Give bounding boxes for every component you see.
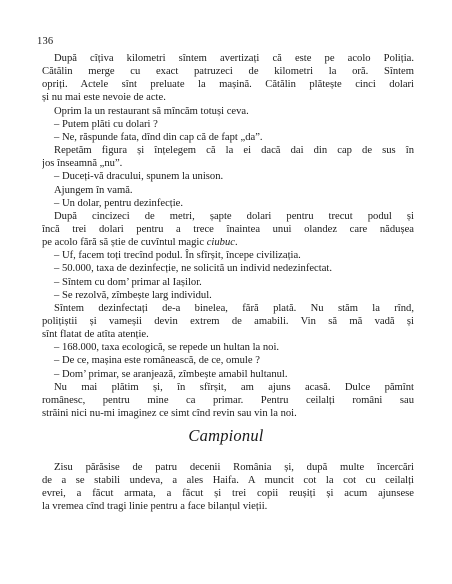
page-number: 136 (37, 36, 54, 47)
italic-word: ciubuc (206, 237, 235, 249)
dialogue-line: – Ne, răspunde fata, dînd din cap că de fapt „da”. (54, 131, 263, 143)
dialogue-line: – Duceți-vă dracului, spunem la unison. (54, 171, 224, 183)
dialogue-line: – 50.000, taxa de dezinfecție, ne solicită un individ nedezinfectat. (54, 263, 332, 275)
paragraph-line: la vremea cînd tragi linie pentru a face bilanțul vieții. (42, 501, 268, 513)
dialogue-line: – Putem plăti cu dolari ? (54, 118, 158, 130)
paragraph-line: După cincizeci de metri, șapte dolari pentru trecut podul și (54, 210, 414, 222)
paragraph-line: După cîțiva kilometri sîntem avertizați că este pe acolo Poliția. (54, 53, 414, 64)
dialogue-line: – De ce, mașina este românească, de ce, omule ? (54, 355, 260, 367)
punctuation: . (234, 237, 238, 249)
chapter-text-block (42, 461, 414, 514)
paragraph-line: sînt flatat de atîta atenție. (42, 329, 149, 341)
paragraph-text: pe acolo fără să știe de cuvîntul magic (42, 237, 205, 249)
paragraph-line: opriți. Actele sînt preluate la mașină. Cătălin plătește cinci dolari (42, 79, 414, 91)
paragraph-line-with-italic (42, 236, 414, 249)
paragraph-line: Ajungem în vamă. (54, 184, 133, 196)
dialogue-line: – Se rezolvă, zîmbește larg individul. (54, 289, 212, 301)
dialogue-line: – Dom’ primar, se aranjează, zîmbește amabil hultanul. (54, 368, 288, 380)
paragraph-line: și nu mai este nevoie de acte. (42, 92, 166, 104)
dialogue-line: – Uf, facem toți trecînd podul. În sfîrșit, începe civilizația. (54, 250, 301, 262)
paragraph-line: Cătălin merge cu exact patruzeci de kilometri la oră. Sîntem (42, 66, 414, 78)
paragraph-line: străini nici nu-mi imaginez ce simt cînd revin sau vin la noi. (42, 408, 297, 420)
dialogue-line: – Sîntem cu dom’ primar al Iașilor. (54, 276, 202, 288)
dialogue-line: – Un dolar, pentru dezinfecție. (54, 197, 184, 209)
paragraph-line: jos înseamnă „nu”. (42, 158, 123, 170)
paragraph-line: Oprim la un restaurant să mîncăm totuși ceva. (54, 105, 249, 117)
story-text-block (42, 52, 414, 420)
paragraph-line: Repetăm figura și înțelegem că la ei dacă dai din cap de sus în (54, 145, 414, 157)
paragraph-line: încă trei dolari pentru a trece înaintea unui olandez care nădușea (42, 223, 414, 235)
paragraph-line: Nu mai plătim și, în sfîrșit, am ajuns acasă. Dulce pămînt (54, 381, 414, 393)
paragraph-line: românesc, pentru mine ca primar. Pentru ceilalți români sau (42, 394, 414, 406)
paragraph-line: evrei, a făcut armata, a făcut și trei copii reușiți și acum ajunsese (42, 488, 414, 500)
paragraph-line: polițiștii și vameșii devin extrem de amabili. Vin să mă vadă și (42, 316, 414, 328)
paragraph-line: Zisu părăsise de patru decenii România și, după multe încercări (54, 462, 414, 473)
paragraph-line: Sîntem dezinfectați de-a binelea, fără plată. Nu stăm la rînd, (54, 302, 414, 314)
dialogue-line: – 168.000, taxa ecologică, se repede un hultan la noi. (54, 342, 280, 354)
paragraph-line: de a se stabili undeva, a ales Haifa. A muncit cot la cot cu ceilalți (42, 475, 414, 487)
section-title: Campionul (188, 426, 264, 445)
